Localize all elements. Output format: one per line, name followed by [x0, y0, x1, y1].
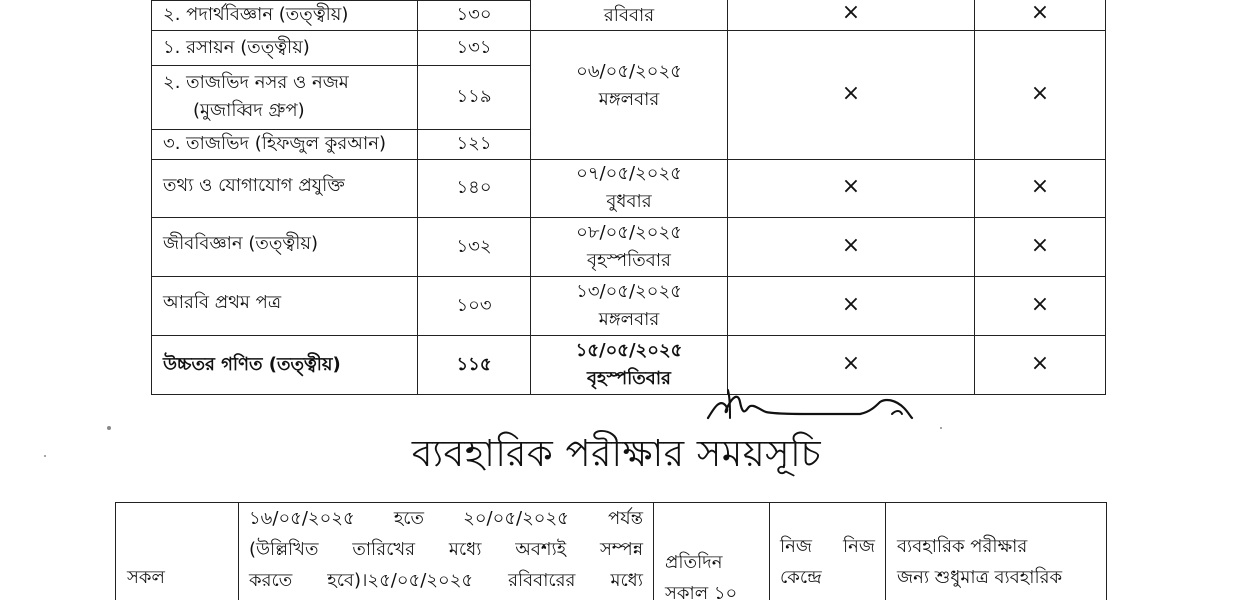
signature-image — [700, 384, 930, 424]
venue-cell: নিজ নিজ কেন্দ্রে — [770, 503, 886, 600]
date-label: ০৮/০৫/২০২৫ — [576, 221, 682, 243]
date-cell — [531, 30, 728, 159]
code-cell: ১৩০ — [418, 0, 531, 30]
date-cell — [531, 217, 728, 276]
code-cell: ১৪০ — [418, 159, 531, 217]
cross-mark: × — [841, 80, 861, 106]
mark-cell — [728, 276, 975, 335]
mark-cell — [975, 276, 1106, 335]
cross-mark: × — [1030, 232, 1050, 258]
mark-cell — [975, 159, 1106, 217]
exam-schedule-table — [151, 0, 1106, 395]
weekday-label: বৃহস্পতিবার — [587, 249, 671, 271]
table-row — [152, 335, 1106, 394]
weekday-label: রবিবার — [603, 4, 655, 26]
date-cell — [531, 276, 728, 335]
code-cell: ১০৩ — [418, 276, 531, 335]
date-label: ১৩/০৫/২০২৫ — [576, 280, 682, 302]
date-range-cell: ১৬/০৫/২০২৫ হতে ২০/০৫/২০২৫ পর্যন্ত (উল্লিখিত তারিখের মধ্যে অবশ্যই সম্পন্ন করতে হবে)।২৫/০৫/২০২৫ রবিবারের মধ্যে — [239, 503, 654, 600]
cross-mark: × — [1030, 174, 1050, 199]
table-row — [152, 276, 1106, 335]
group-cell: সকল — [116, 503, 239, 600]
subject-cell: ২. পদার্থবিজ্ঞান (তত্ত্বীয়) — [152, 0, 418, 30]
weekday-label: বৃহস্পতিবার — [587, 367, 671, 389]
subject-cell: ২. তাজভিদ নসর ও নজম (মুজাব্বিদ গ্রুপ) — [152, 65, 418, 129]
table-row — [152, 217, 1106, 276]
cross-mark: × — [1030, 291, 1050, 317]
mark-cell — [728, 30, 975, 159]
time-cell: প্রতিদিন সকাল ১০ — [654, 503, 770, 600]
weekday-label: বুধবার — [606, 191, 652, 212]
cross-mark: × — [841, 232, 861, 258]
table-row — [152, 159, 1106, 217]
subject-cell: ১. রসায়ন (তত্ত্বীয়) — [152, 30, 418, 65]
practical-schedule-table — [115, 502, 1107, 600]
subject-cell: উচ্চতর গণিত (তত্ত্বীয়) — [152, 335, 418, 394]
mark-cell — [975, 0, 1106, 30]
mark-cell — [975, 335, 1106, 394]
date-label: ১৫/০৫/২০২৫ — [575, 339, 683, 361]
date-cell — [531, 335, 728, 394]
code-cell: ১১৫ — [418, 335, 531, 394]
weekday-label: মঙ্গলবার — [598, 88, 660, 110]
cross-mark: × — [841, 350, 861, 376]
subject-cell: তথ্য ও যোগাযোগ প্রযুক্তি — [152, 159, 418, 217]
table-row — [152, 30, 1106, 65]
notes-cell: ব্যবহারিক পরীক্ষার জন্য শুধুমাত্র ব্যবহারিক — [886, 503, 1107, 600]
weekday-label: মঙ্গলবার — [598, 308, 660, 330]
cross-mark: × — [1030, 350, 1050, 376]
date-cell — [531, 159, 728, 217]
code-cell: ১৩১ — [418, 30, 531, 65]
practical-schedule-heading: ব্যবহারিক পরীক্ষার সময়সূচি — [411, 432, 822, 475]
date-cell — [531, 0, 728, 30]
cross-mark: × — [1030, 80, 1050, 106]
mark-cell — [975, 30, 1106, 159]
cross-mark: × — [1030, 0, 1050, 25]
mark-cell — [975, 217, 1106, 276]
code-cell: ১১৯ — [418, 65, 531, 129]
date-label: ০৭/০৫/২০২৫ — [576, 163, 682, 184]
subject-cell: ৩. তাজভিদ (হিফজুল কুরআন) — [152, 129, 418, 159]
code-cell: ১২১ — [418, 129, 531, 159]
code-cell: ১৩২ — [418, 217, 531, 276]
subject-cell: জীববিজ্ঞান (তত্ত্বীয়) — [152, 217, 418, 276]
mark-cell — [728, 217, 975, 276]
date-label: ০৬/০৫/২০২৫ — [576, 60, 682, 82]
cross-mark: × — [841, 0, 861, 25]
mark-cell — [728, 159, 975, 217]
table-row — [116, 503, 1107, 600]
mark-cell — [728, 0, 975, 30]
subject-cell: আরবি প্রথম পত্র — [152, 276, 418, 335]
cross-mark: × — [841, 291, 861, 317]
cross-mark: × — [841, 174, 861, 199]
